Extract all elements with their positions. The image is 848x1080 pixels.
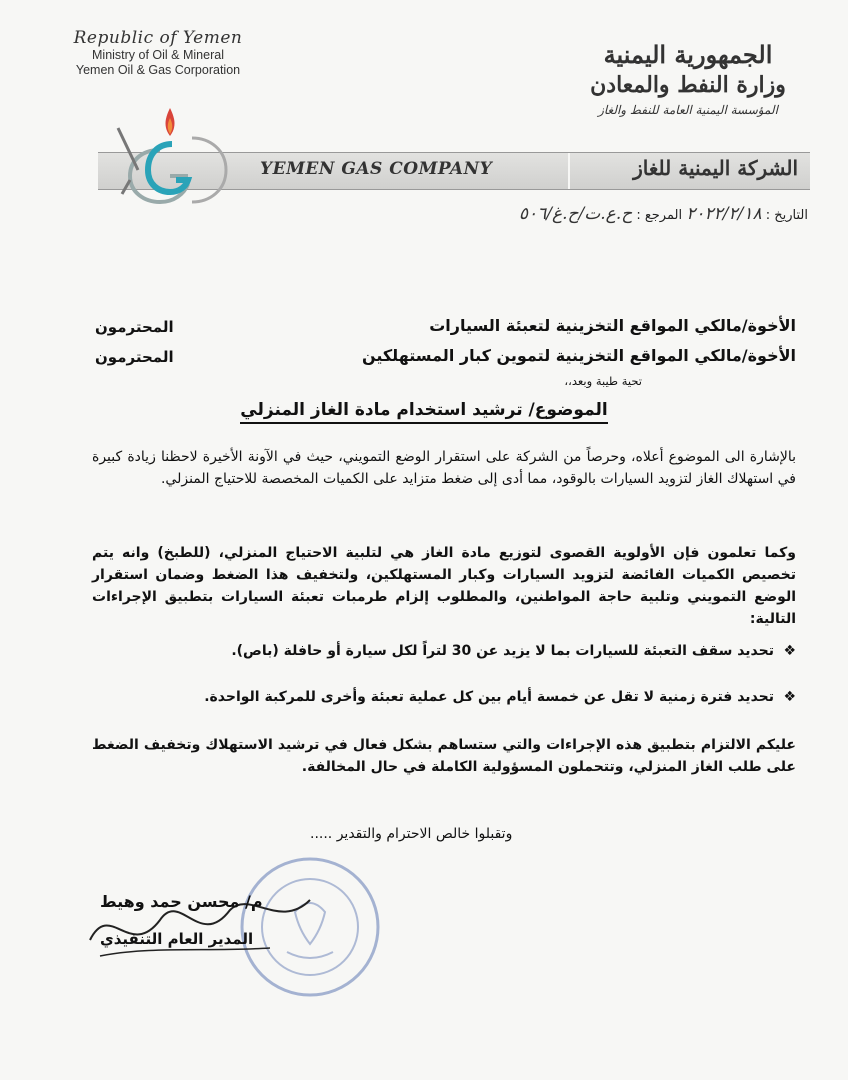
bullet-1 [86, 640, 796, 662]
addressee-1: الأخوة/مالكي المواقع التخزينية لتعبئة السيارات [429, 316, 796, 335]
company-logo-icon [100, 88, 240, 208]
paragraph-2: وكما تعلمون فإن الأولوية القصوى لتوزيع مادة الغاز هي لتلبية الاحتياج المنزلي، (للطبخ) وانه يتم تخصيص الكميات الفائضة لتزويد السيارات وكبار المستهلكين، ولتخفيف هذا الضغط وضمان استقرار الوضع التمويني وتلبية حاجة المواطنين، والمطلوب إلزام طرمبات تعبئة السيارات بتطبيق الإجراءات التالية: [92, 545, 796, 627]
company-name-ar: الشركة اليمنية للغاز [633, 156, 798, 180]
bullet-1-text: تحديد سقف التعبئة للسيارات بما لا يزيد عن 30 لتراً لكل سيارة أو حافلة (باص). [231, 643, 774, 659]
signatory-title: المدير العام التنفيذي [100, 930, 254, 948]
reference-label: المرجع : [636, 208, 683, 223]
addressee-2: الأخوة/مالكي المواقع التخزينية لتموين كبار المستهلكين [361, 346, 796, 365]
diamond-bullet-icon: ❖ [783, 689, 796, 705]
date-reference-line [519, 204, 808, 224]
bullet-2 [86, 686, 796, 708]
ministry-en: Ministry of Oil & Mineral [92, 48, 224, 62]
bullet-2-text: تحديد فترة زمنية لا تقل عن خمسة أيام بين كل عملية تعبئة وأخرى للمركبة الواحدة. [204, 689, 774, 705]
greeting: تحية طيبة وبعد،، [564, 374, 642, 388]
company-name-en: YEMEN GAS COMPANY [260, 159, 493, 179]
letterhead-arabic [568, 40, 808, 120]
corporation-en: Yemen Oil & Gas Corporation [75, 63, 241, 77]
subject-text: الموضوع/ ترشيد استخدام مادة الغاز المنزلي [240, 400, 607, 424]
closing-line: وتقبلوا خالص الاحترام والتقدير ..... [310, 826, 513, 842]
ministry-ar: وزارة النفط والمعادن [590, 72, 786, 98]
date-label: التاريخ : [765, 208, 808, 223]
republic-en: Republic of Yemen [73, 28, 243, 48]
respect-2: المحترمون [95, 348, 174, 366]
signatory-name: م/ محسن حمد وهيط [100, 892, 263, 911]
paragraph-1: بالإشارة الى الموضوع أعلاه، وحرصاً من الشركة على استقرار الوضع التمويني، حيث في الآونة الأخيرة لاحظنا زيادة كبيرة في استهلاك الغاز لتزويد السيارات بالوقود، مما أدى إلى ضغط متزايد على الكميات المخصصة للاحتياج المنزلي. [92, 449, 796, 487]
date-value: ٢٠٢٢/٢/١٨ [686, 204, 762, 224]
signature-scribble-icon [70, 860, 370, 970]
corporation-ar: المؤسسة اليمنية العامة للنفط والغاز [598, 103, 778, 117]
band-separator [568, 153, 570, 189]
republic-ar: الجمهورية اليمنية [603, 40, 773, 69]
letterhead-english [58, 28, 258, 78]
reference-value: ح.ع.ت/ح.غ/٥٠٦ [518, 204, 633, 224]
respect-1: المحترمون [95, 318, 174, 336]
subject-line [0, 400, 848, 420]
conclusion-paragraph: عليكم الالتزام بتطبيق هذه الإجراءات والتي ستساهم بشكل فعال في ترشيد الاستهلاك وتخفيف الضغط على طلب الغاز المنزلي، وتتحملون المسؤولية الكاملة في حال المخالفة. [92, 737, 796, 775]
diamond-bullet-icon: ❖ [783, 643, 796, 659]
